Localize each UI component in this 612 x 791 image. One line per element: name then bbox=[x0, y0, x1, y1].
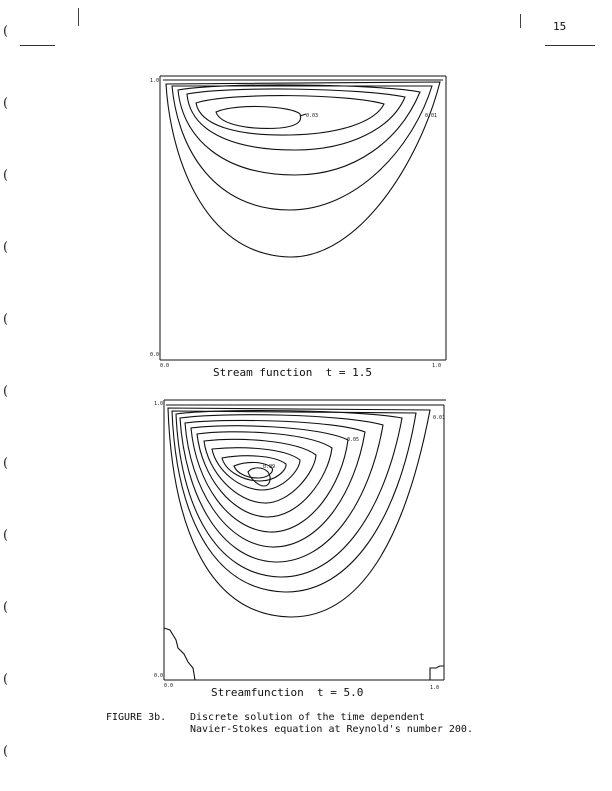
binding-hole-mark: ( bbox=[3, 672, 9, 687]
binding-hole-mark: ( bbox=[3, 312, 9, 327]
binding-hole-mark: ( bbox=[3, 456, 9, 471]
binding-hole-mark: ( bbox=[3, 168, 9, 183]
contour-label: 0.09 bbox=[263, 464, 276, 470]
x-axis-right-label: 1.0 bbox=[432, 363, 442, 369]
contour-label: 0.05 bbox=[347, 437, 360, 443]
contour-label: 0.03 bbox=[306, 113, 319, 119]
contour-label: 0.01 bbox=[433, 415, 446, 421]
binding-hole-mark: ( bbox=[3, 96, 9, 111]
y-axis-top-label: 1.0 bbox=[150, 78, 160, 84]
contour-line bbox=[430, 666, 444, 680]
figure-caption-line-2: Navier-Stokes equation at Reynold's number 200. bbox=[190, 724, 473, 735]
plot-caption: Stream function t = 1.5 bbox=[213, 366, 372, 379]
y-axis-top-label: 1.0 bbox=[154, 401, 164, 407]
plot-caption: Streamfunction t = 5.0 bbox=[211, 686, 364, 699]
page-number: 15 bbox=[553, 20, 567, 33]
y-axis-bottom-label: 0.0 bbox=[150, 352, 160, 358]
contour-line bbox=[185, 420, 365, 547]
figure-label: FIGURE 3b. bbox=[106, 712, 167, 723]
binding-hole-mark: ( bbox=[3, 24, 9, 39]
binding-hole-mark: ( bbox=[3, 600, 9, 615]
x-axis-right-label: 1.0 bbox=[430, 685, 440, 691]
binding-hole-mark: ( bbox=[3, 528, 9, 543]
x-axis-left-label: 0.0 bbox=[164, 683, 174, 689]
y-axis-bottom-label: 0.0 bbox=[154, 673, 164, 679]
contour-line bbox=[168, 408, 430, 617]
contour-label: 0.01 bbox=[425, 113, 438, 119]
binding-hole-mark: ( bbox=[3, 240, 9, 255]
binding-hole-mark: ( bbox=[3, 384, 9, 399]
x-axis-left-label: 0.0 bbox=[160, 363, 170, 369]
figure-caption-line-1: Discrete solution of the time dependent bbox=[190, 712, 425, 723]
contour-line bbox=[164, 628, 195, 680]
binding-hole-mark: ( bbox=[3, 744, 9, 759]
